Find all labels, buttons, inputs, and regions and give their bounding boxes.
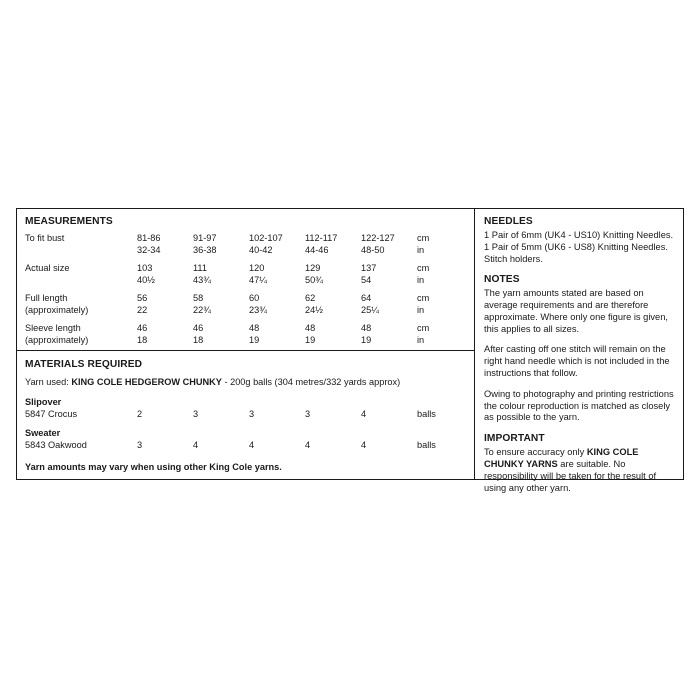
cell-value: 120 xyxy=(249,263,265,273)
cell-unit: in xyxy=(417,304,425,315)
cell-value: 4 xyxy=(361,409,367,420)
needles-line: 1 Pair of 6mm (UK4 - US10) Knitting Needles. xyxy=(484,229,674,240)
row-sublabel: (approximately) xyxy=(25,304,89,315)
right-column xyxy=(475,209,683,493)
row-sublabel xyxy=(25,275,137,287)
cell-value: 4 xyxy=(305,440,311,451)
cell-value: 25¼ xyxy=(361,304,379,315)
cell-value: 46 xyxy=(137,323,148,333)
cell-value: 48 xyxy=(361,323,372,333)
notes-title: NOTES xyxy=(484,274,520,286)
table-row xyxy=(25,245,466,257)
notes-paragraph: After casting off one stitch will remain on the right hand needle which is not included in the instructions that follow. xyxy=(484,344,670,379)
row-label: To fit bust xyxy=(25,233,65,243)
cell-unit: cm xyxy=(417,323,430,333)
materials-table xyxy=(25,397,466,452)
measurements-section xyxy=(17,209,474,351)
cell-value: 129 xyxy=(305,263,321,273)
shade-name: 5847 Crocus xyxy=(25,409,78,420)
pattern-info-panel xyxy=(16,208,684,493)
cell-value: 137 xyxy=(361,263,377,273)
cell-value: 32-34 xyxy=(137,244,161,255)
table-row xyxy=(25,316,466,335)
yarn-used-label: Yarn used: xyxy=(25,377,69,388)
yarn-name: KING COLE HEDGEROW CHUNKY xyxy=(71,377,222,388)
cell-value: 91-97 xyxy=(193,233,217,243)
cell-value: 103 xyxy=(137,263,153,273)
yarn-detail: - 200g balls (304 metres/332 yards approx) xyxy=(224,377,401,388)
cell-value: 22¾ xyxy=(193,304,211,315)
table-row xyxy=(25,286,466,305)
table-row xyxy=(25,256,466,275)
cell-value: 24½ xyxy=(305,304,323,315)
needles-title: NEEDLES xyxy=(484,216,533,227)
table-row xyxy=(25,421,466,440)
measurements-title: MEASUREMENTS xyxy=(25,216,113,227)
shade-name: 5843 Oakwood xyxy=(25,440,87,451)
cell-unit: cm xyxy=(417,293,430,303)
cell-value: 48 xyxy=(249,323,260,333)
cell-unit: balls xyxy=(417,409,436,420)
row-sublabel: (approximately) xyxy=(25,334,89,345)
important-paragraph xyxy=(484,447,674,494)
important-text-after: are suitable. No responsibility will be taken for the result of using any other yarn. xyxy=(484,459,657,493)
cell-unit: balls xyxy=(417,440,436,451)
garment-name: Sweater xyxy=(25,428,61,439)
materials-footnote: Yarn amounts may vary when using other King Cole yarns. xyxy=(25,462,282,473)
cell-value: 3 xyxy=(305,409,311,420)
measurements-table xyxy=(25,233,466,346)
cell-value: 36-38 xyxy=(193,244,217,255)
cell-value: 3 xyxy=(249,409,255,420)
cell-value: 62 xyxy=(305,293,316,303)
needles-line: Stitch holders. xyxy=(484,253,543,264)
garment-name: Slipover xyxy=(25,397,62,408)
cell-value: 2 xyxy=(137,409,143,420)
table-row xyxy=(25,305,466,317)
cell-value: 19 xyxy=(249,334,260,345)
important-text-before: To ensure accuracy only xyxy=(484,447,587,458)
cell-unit: cm xyxy=(417,233,430,243)
cell-value: 81-86 xyxy=(137,233,161,243)
notes-paragraph: The yarn amounts stated are based on average requirements and are therefore approximate. Where only one figure is given, this applies to all sizes. xyxy=(484,288,668,334)
cell-value: 56 xyxy=(137,293,148,303)
row-label: Sleeve length xyxy=(25,323,81,333)
cell-value: 4 xyxy=(361,440,367,451)
left-column xyxy=(17,209,475,479)
cell-value: 48 xyxy=(305,323,316,333)
cell-value: 19 xyxy=(305,334,316,345)
cell-value: 50¾ xyxy=(305,274,323,285)
cell-value: 22 xyxy=(137,304,148,315)
cell-value: 47¼ xyxy=(249,274,267,285)
cell-value: 48-50 xyxy=(361,244,385,255)
table-row xyxy=(25,275,466,287)
cell-value: 4 xyxy=(249,440,255,451)
cell-value: 60 xyxy=(249,293,260,303)
materials-section xyxy=(17,351,474,480)
table-row xyxy=(25,440,466,452)
yarn-used-line xyxy=(25,377,466,389)
cell-unit: in xyxy=(417,274,425,285)
cell-value: 111 xyxy=(193,263,207,273)
row-label: Actual size xyxy=(25,263,70,273)
cell-value: 23¾ xyxy=(249,304,267,315)
cell-value: 58 xyxy=(193,293,204,303)
cell-value: 43¾ xyxy=(193,274,211,285)
table-row xyxy=(25,335,466,347)
cell-value: 19 xyxy=(361,334,372,345)
cell-value: 64 xyxy=(361,293,372,303)
important-brand: KING COLE CHUNKY YARNS xyxy=(484,447,639,470)
cell-value: 54 xyxy=(361,274,372,285)
cell-value: 4 xyxy=(193,440,199,451)
needles-line: 1 Pair of 5mm (UK6 - US8) Knitting Needles. xyxy=(484,241,668,252)
row-label: Full length xyxy=(25,293,68,303)
table-row xyxy=(25,397,466,409)
cell-value: 3 xyxy=(193,409,199,420)
cell-unit: in xyxy=(417,334,425,345)
needles-list xyxy=(484,230,674,265)
materials-title: MATERIALS REQUIRED xyxy=(25,359,143,370)
cell-value: 40½ xyxy=(137,274,155,285)
important-title: IMPORTANT xyxy=(484,433,545,445)
cell-unit: cm xyxy=(417,263,430,273)
cell-value: 44-46 xyxy=(305,244,329,255)
cell-value: 40-42 xyxy=(249,244,273,255)
cell-value: 102-107 xyxy=(249,233,283,243)
cell-value: 122-127 xyxy=(361,233,395,243)
cell-value: 112-117 xyxy=(305,233,338,243)
cell-value: 3 xyxy=(137,440,143,451)
table-row xyxy=(25,233,466,245)
row-sublabel xyxy=(25,245,137,257)
cell-unit: in xyxy=(417,244,425,255)
cell-value: 18 xyxy=(137,334,148,345)
notes-paragraph: Owing to photography and printing restrictions the colour reproduction is matched as closely as possible to the yarn. xyxy=(484,388,674,423)
cell-value: 18 xyxy=(193,334,204,345)
table-row xyxy=(25,409,466,421)
cell-value: 46 xyxy=(193,323,204,333)
